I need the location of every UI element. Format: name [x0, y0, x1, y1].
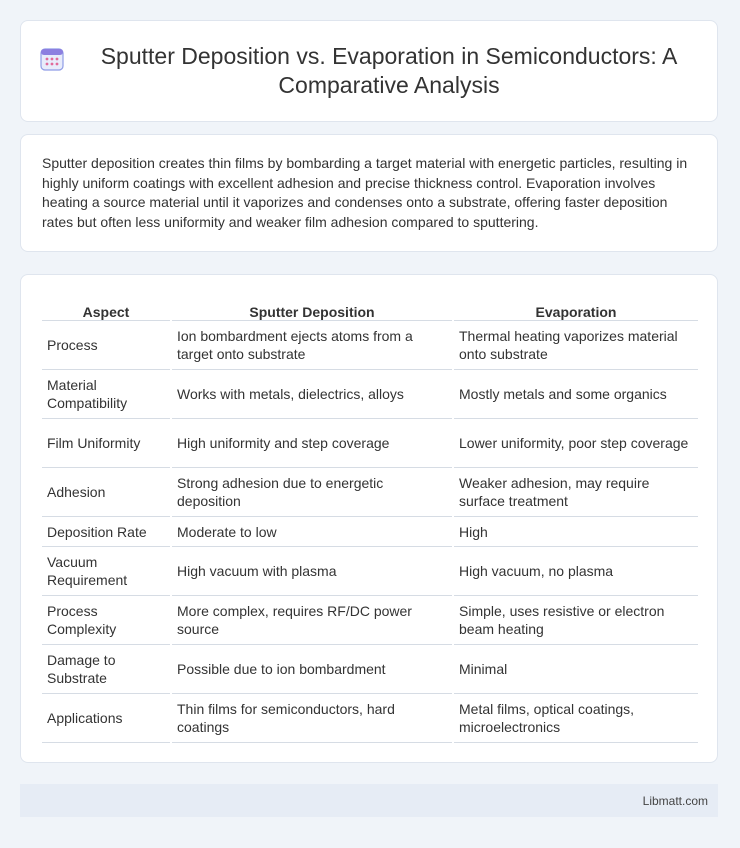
- cell-aspect: Process Complexity: [42, 596, 170, 645]
- page-title: Sputter Deposition vs. Evaporation in Semiconductors: A Comparative Analysis: [100, 43, 678, 98]
- column-header-aspect: Aspect: [42, 297, 170, 321]
- table-row: [42, 596, 698, 645]
- column-header-evaporation: Evaporation: [454, 297, 698, 321]
- cell-evaporation: Mostly metals and some organics: [454, 370, 698, 419]
- table-row: [42, 547, 698, 596]
- cell-aspect: Damage to Substrate: [42, 645, 170, 694]
- title-wrap: [39, 42, 699, 100]
- cell-aspect: Process: [42, 321, 170, 370]
- table-row: [42, 645, 698, 694]
- cell-aspect: Adhesion: [42, 468, 170, 517]
- comparison-table: [40, 297, 700, 743]
- cell-sputter: Thin films for semiconductors, hard coatings: [172, 694, 452, 743]
- cell-sputter: High vacuum with plasma: [172, 547, 452, 596]
- cell-aspect: Deposition Rate: [42, 517, 170, 547]
- cell-sputter: Ion bombardment ejects atoms from a target onto substrate: [172, 321, 452, 370]
- table-row: [42, 370, 698, 419]
- cell-evaporation: Simple, uses resistive or electron beam heating: [454, 596, 698, 645]
- cell-sputter: Works with metals, dielectrics, alloys: [172, 370, 452, 419]
- cell-sputter: More complex, requires RF/DC power source: [172, 596, 452, 645]
- table-row: [42, 468, 698, 517]
- cell-evaporation: High: [454, 517, 698, 547]
- cell-sputter: High uniformity and step coverage: [172, 419, 452, 468]
- calendar-icon: [39, 46, 65, 72]
- cell-evaporation: Minimal: [454, 645, 698, 694]
- cell-evaporation: Weaker adhesion, may require surface treatment: [454, 468, 698, 517]
- cell-sputter: Strong adhesion due to energetic deposition: [172, 468, 452, 517]
- cell-sputter: Moderate to low: [172, 517, 452, 547]
- cell-evaporation: Lower uniformity, poor step coverage: [454, 419, 698, 468]
- table-header-row: [42, 297, 698, 321]
- cell-evaporation: Metal films, optical coatings, microelectronics: [454, 694, 698, 743]
- intro-paragraph: Sputter deposition creates thin films by bombarding a target material with energetic particles, resulting in highly uniform coatings with excellent adhesion and precise thickness control. Evaporation involves heating a source material until it vaporizes and condenses onto a substrate, offering faster deposition rates but often less uniformity and weaker film adhesion compared to sputtering.: [42, 155, 688, 230]
- table-row: [42, 321, 698, 370]
- footer: [20, 784, 718, 817]
- cell-sputter: Possible due to ion bombardment: [172, 645, 452, 694]
- intro-card: [20, 134, 718, 252]
- title-card: [20, 20, 718, 122]
- table-row: [42, 419, 698, 468]
- cell-evaporation: High vacuum, no plasma: [454, 547, 698, 596]
- cell-aspect: Applications: [42, 694, 170, 743]
- cell-aspect: Film Uniformity: [42, 419, 170, 468]
- cell-aspect: Vacuum Requirement: [42, 547, 170, 596]
- footer-brand[interactable]: Libmatt.com: [642, 793, 708, 808]
- comparison-table-card: [20, 274, 718, 763]
- cell-evaporation: Thermal heating vaporizes material onto substrate: [454, 321, 698, 370]
- table-row: [42, 694, 698, 743]
- table-row: [42, 517, 698, 547]
- cell-aspect: Material Compatibility: [42, 370, 170, 419]
- column-header-sputter: Sputter Deposition: [172, 297, 452, 321]
